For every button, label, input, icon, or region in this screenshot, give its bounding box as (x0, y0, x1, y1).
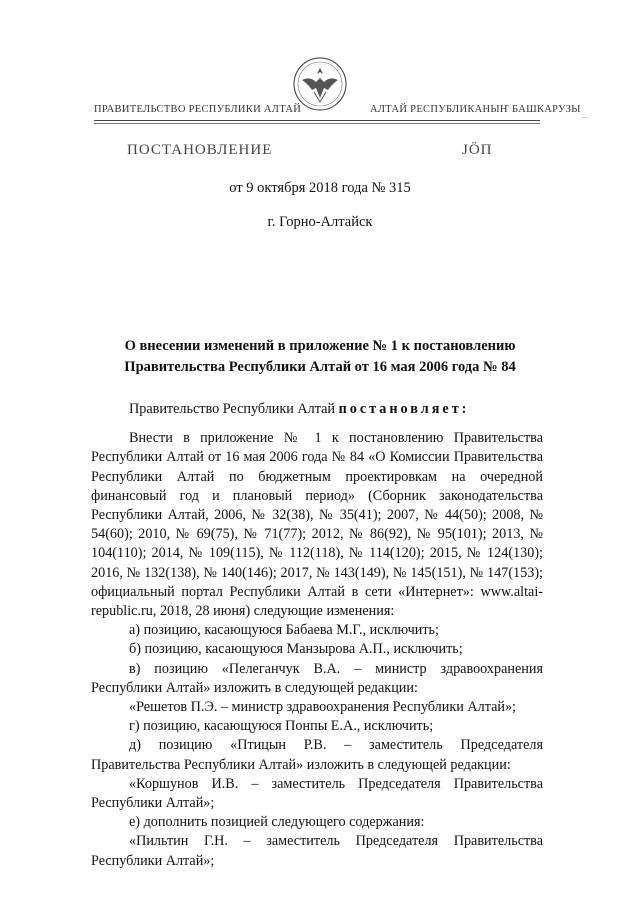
resolution-intro (91, 400, 543, 419)
corner-mark: – (582, 112, 587, 123)
title-line-1: О внесении изменений в приложение № 1 к постановлению (124, 338, 516, 354)
list-item: в) позицию «Пелеганчук В.А. – министр здравоохранения Республики Алтай» изложить в следующей редакции: (91, 660, 543, 696)
list-item: е) дополнить позицией следующего содержания: (129, 814, 425, 831)
letterhead (0, 104, 640, 120)
list-item: «Пильтин Г.Н. – заместитель Председателя Правительства Республики Алтай»; (91, 833, 543, 869)
list-item: г) позицию, касающуюся Понпы Е.А., исключить; (129, 718, 434, 735)
list-item: д) позицию «Птицын Р.В. – заместитель Председателя Правительства Республики Алтай» изложить в следующей редакции: (91, 737, 543, 773)
org-name-russian: ПРАВИТЕЛЬСТВО РЕСПУБЛИКИ АЛТАЙ (94, 104, 302, 115)
letterhead-rule-top (94, 120, 540, 121)
main-paragraph: Внести в приложение № 1 к постановлению Правительства Республики Алтай от 16 мая 2006 года № 84 «О Комиссии Правительства Республики Алтай по бюджетным проектировкам на очередной финансовый год и плановый период» (Сборник законодательства Республики Алтай, 2006, № 32(38), № 35(41); 2007, № 44(50); 2008, № 54(60); 2010, № 69(75), № 71(77); 2012, № 86(92), № 95(101); 2013, № 104(110); 2014, № 109(115), № 112(118), № 114(120); 2015, № 124(130); 2016, № 132(138), № 140(146); 2017, № 143(149), № 145(151), № 147(153); официальный портал Республики Алтай в сети «Интернет»: www.altai-republic.ru, 2018, 28 июня) следующие изменения: (91, 430, 543, 620)
doc-type-altai: ЈӦП (462, 142, 493, 158)
document-date-number: от 9 октября 2018 года № 315 (229, 180, 411, 196)
list-item: б) позицию, касающуюся Манзырова А.П., исключить; (129, 641, 463, 658)
document-title (90, 336, 550, 378)
document-city: г. Горно-Алтайск (267, 214, 373, 230)
letterhead-rule-bottom (94, 123, 540, 124)
list-item: а) позицию, касающуюся Бабаева М.Г., исключить; (129, 622, 439, 639)
document-body (91, 400, 543, 871)
doc-type-russian: ПОСТАНОВЛЕНИЕ (127, 142, 273, 158)
intro-prefix: Правительство Республики Алтай (129, 401, 339, 417)
intro-verb: постановляет: (338, 401, 470, 417)
title-line-2: Правительства Республики Алтай от 16 мая 2006 года № 84 (124, 359, 516, 375)
list-item: «Коршунов И.В. – заместитель Председателя Правительства Республики Алтай»; (91, 775, 543, 812)
list-item: «Решетов П.Э. – министр здравоохранения Республики Алтай»; (129, 699, 516, 716)
org-name-altai: АЛТАЙ РЕСПУБЛИКАНЫҤ БАШКАРУЗЫ (370, 104, 581, 115)
